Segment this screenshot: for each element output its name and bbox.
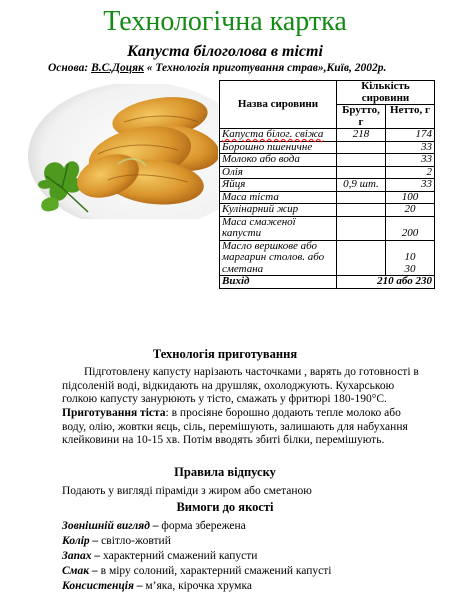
net-weight: 200 xyxy=(386,216,435,240)
page-title: Технологічна картка xyxy=(103,6,347,37)
dough-text: : в просіяне борошно додають тепле молоко або воду, олію, жовтки яєць, сіль, перемішують, залишають для набухання клейковини на 10-15 хв. Потім вводять збиті білки, перемішують. xyxy=(62,407,408,447)
table-row xyxy=(220,141,435,154)
col-quantity: Кількість сировини xyxy=(337,81,435,105)
gross-weight xyxy=(337,166,386,179)
quality-item: Запах – характерний смажений капусти xyxy=(62,550,258,562)
table-row xyxy=(220,240,435,276)
ingredient-name: Яйця xyxy=(220,179,337,192)
net-weight: 33 xyxy=(386,154,435,167)
ingredient-name: Масло вершкове або маргарин столов. або сметана xyxy=(220,240,337,276)
table-row xyxy=(220,179,435,192)
quality-title: Вимоги до якості xyxy=(176,500,274,514)
table-row xyxy=(220,166,435,179)
tech-title: Технологія приготування xyxy=(152,347,298,361)
gross-weight xyxy=(337,204,386,217)
serve-title: Правила відпуску xyxy=(174,465,276,479)
tech-paragraph: Підготовлену капусту нарізають часточками , варять до готовності в підсоленій воді, відкидають на друшляк, охолоджують. Кухарською голкою капусту занурюють у тісто, смажать у фритюрі 180-190°С. xyxy=(62,366,419,406)
dough-label: Приготування тіста xyxy=(62,407,166,419)
ingredient-name: Маса тіста xyxy=(220,191,337,204)
col-ingredient-name: Назва сировини xyxy=(220,81,337,129)
source-book: « Технологія приготування страв»,Київ, 2002р. xyxy=(143,62,387,74)
gross-weight: 218 xyxy=(337,129,386,142)
total-label: Вихід xyxy=(220,276,337,289)
net-weight: 100 xyxy=(386,191,435,204)
dough-paragraph xyxy=(62,407,422,448)
ingredient-name: Борошно пшеничне xyxy=(220,141,337,154)
net-weight: 174 xyxy=(386,129,435,142)
source-author: В.С.Доцяк xyxy=(91,62,144,74)
dish-photo xyxy=(28,84,218,219)
ingredient-name: Молоко або вода xyxy=(220,154,337,167)
gross-weight xyxy=(337,240,386,276)
table-row xyxy=(220,129,435,142)
quality-item: Консистенція – м’яка, кірочка хрумка xyxy=(62,580,252,592)
quality-item: Зовнішній вигляд – форма збережена xyxy=(62,520,246,532)
col-net: Нетто, г xyxy=(386,105,435,129)
table-row xyxy=(220,154,435,167)
net-weight: 33 xyxy=(386,141,435,154)
ingredient-name: Кулінарний жир xyxy=(220,204,337,217)
total-value: 210 або 230 xyxy=(337,276,435,289)
total-row xyxy=(220,276,435,289)
dish-name: Капуста білоголова в тісті xyxy=(127,43,323,60)
gross-weight xyxy=(337,216,386,240)
col-gross: Брутто, г xyxy=(337,105,386,129)
quality-item: Колір – світло-жовтий xyxy=(62,535,171,547)
gross-weight xyxy=(337,191,386,204)
source-prefix: Основа: xyxy=(48,62,92,74)
quality-item: Смак – в міру солоний, характерний смажений капусті xyxy=(62,565,332,577)
net-weight: 2 xyxy=(386,166,435,179)
quality-list xyxy=(62,519,332,594)
table-row xyxy=(220,216,435,240)
ingredient-name: Маса смаженої капусти xyxy=(220,216,337,240)
table-row xyxy=(220,191,435,204)
gross-weight xyxy=(337,154,386,167)
table-row xyxy=(220,204,435,217)
ingredient-name: Капуста білог. свіжа xyxy=(220,129,337,142)
serve-text: Подають у вигляді піраміди з жиром або сметаною xyxy=(62,485,312,497)
gross-weight: 0,9 шт. xyxy=(337,179,386,192)
net-weight: 20 xyxy=(386,204,435,217)
ingredients-table xyxy=(219,80,435,289)
ingredient-name: Олія xyxy=(220,166,337,179)
source-reference xyxy=(48,62,386,74)
net-weight: 33 xyxy=(386,179,435,192)
net-weight: 10 30 xyxy=(386,240,435,276)
gross-weight xyxy=(337,141,386,154)
